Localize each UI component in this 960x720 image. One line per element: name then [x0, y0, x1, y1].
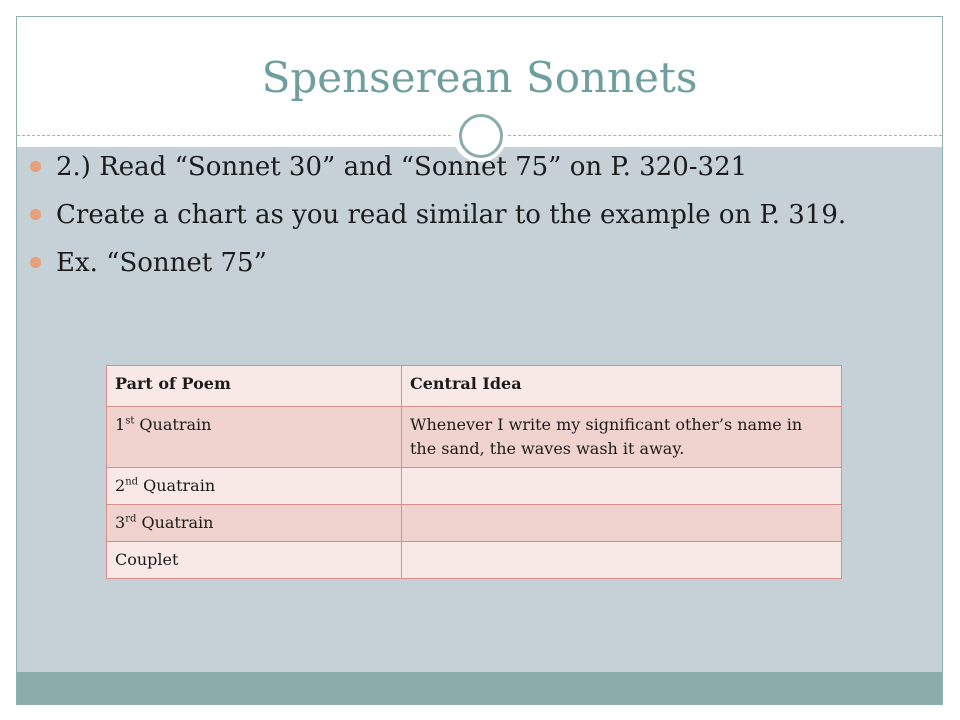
part-cell: [107, 468, 402, 505]
ordinal-suffix: nd: [125, 476, 139, 488]
part-label: Couplet: [115, 550, 179, 569]
idea-cell: Whenever I write my significant other’s name in the sand, the waves wash it away.: [402, 407, 842, 468]
part-label: Quatrain: [138, 476, 216, 495]
slide-title: Spenserean Sonnets: [261, 53, 698, 102]
bullet-dot-icon: [30, 209, 41, 220]
header-part-of-poem: Part of Poem: [107, 366, 402, 407]
table-row: [107, 407, 842, 468]
idea-cell: [402, 542, 842, 579]
table-row: [107, 468, 842, 505]
header-central-idea: Central Idea: [402, 366, 842, 407]
part-label: Quatrain: [136, 513, 214, 532]
bullet-text: 2.) Read “Sonnet 30” and “Sonnet 75” on P. 320-321: [56, 152, 748, 182]
part-label: Quatrain: [134, 415, 212, 434]
idea-cell: [402, 505, 842, 542]
bullet-text: Create a chart as you read similar to the example on P. 319.: [56, 200, 847, 230]
bullet-text: Ex. “Sonnet 75”: [56, 248, 267, 278]
table-row: [107, 542, 842, 579]
bullet-dot-icon: [30, 257, 41, 268]
idea-cell: [402, 468, 842, 505]
table-row: [107, 505, 842, 542]
part-cell: [107, 407, 402, 468]
poem-chart-table: [106, 365, 842, 579]
part-cell: [107, 505, 402, 542]
bullet-item: [26, 150, 896, 184]
ordinal-number: 1: [115, 415, 126, 434]
slide: [16, 16, 943, 705]
ordinal-number: 2: [115, 476, 126, 495]
ordinal-number: 3: [115, 513, 126, 532]
ordinal-suffix: st: [125, 415, 135, 427]
bullet-item: [26, 246, 896, 280]
bullet-item: [26, 198, 896, 232]
footer-bar: [17, 672, 942, 705]
ordinal-suffix: rd: [125, 513, 137, 525]
table-header-row: [107, 366, 842, 407]
part-cell: [107, 542, 402, 579]
bullet-dot-icon: [30, 161, 41, 172]
bullet-list: [26, 150, 896, 294]
